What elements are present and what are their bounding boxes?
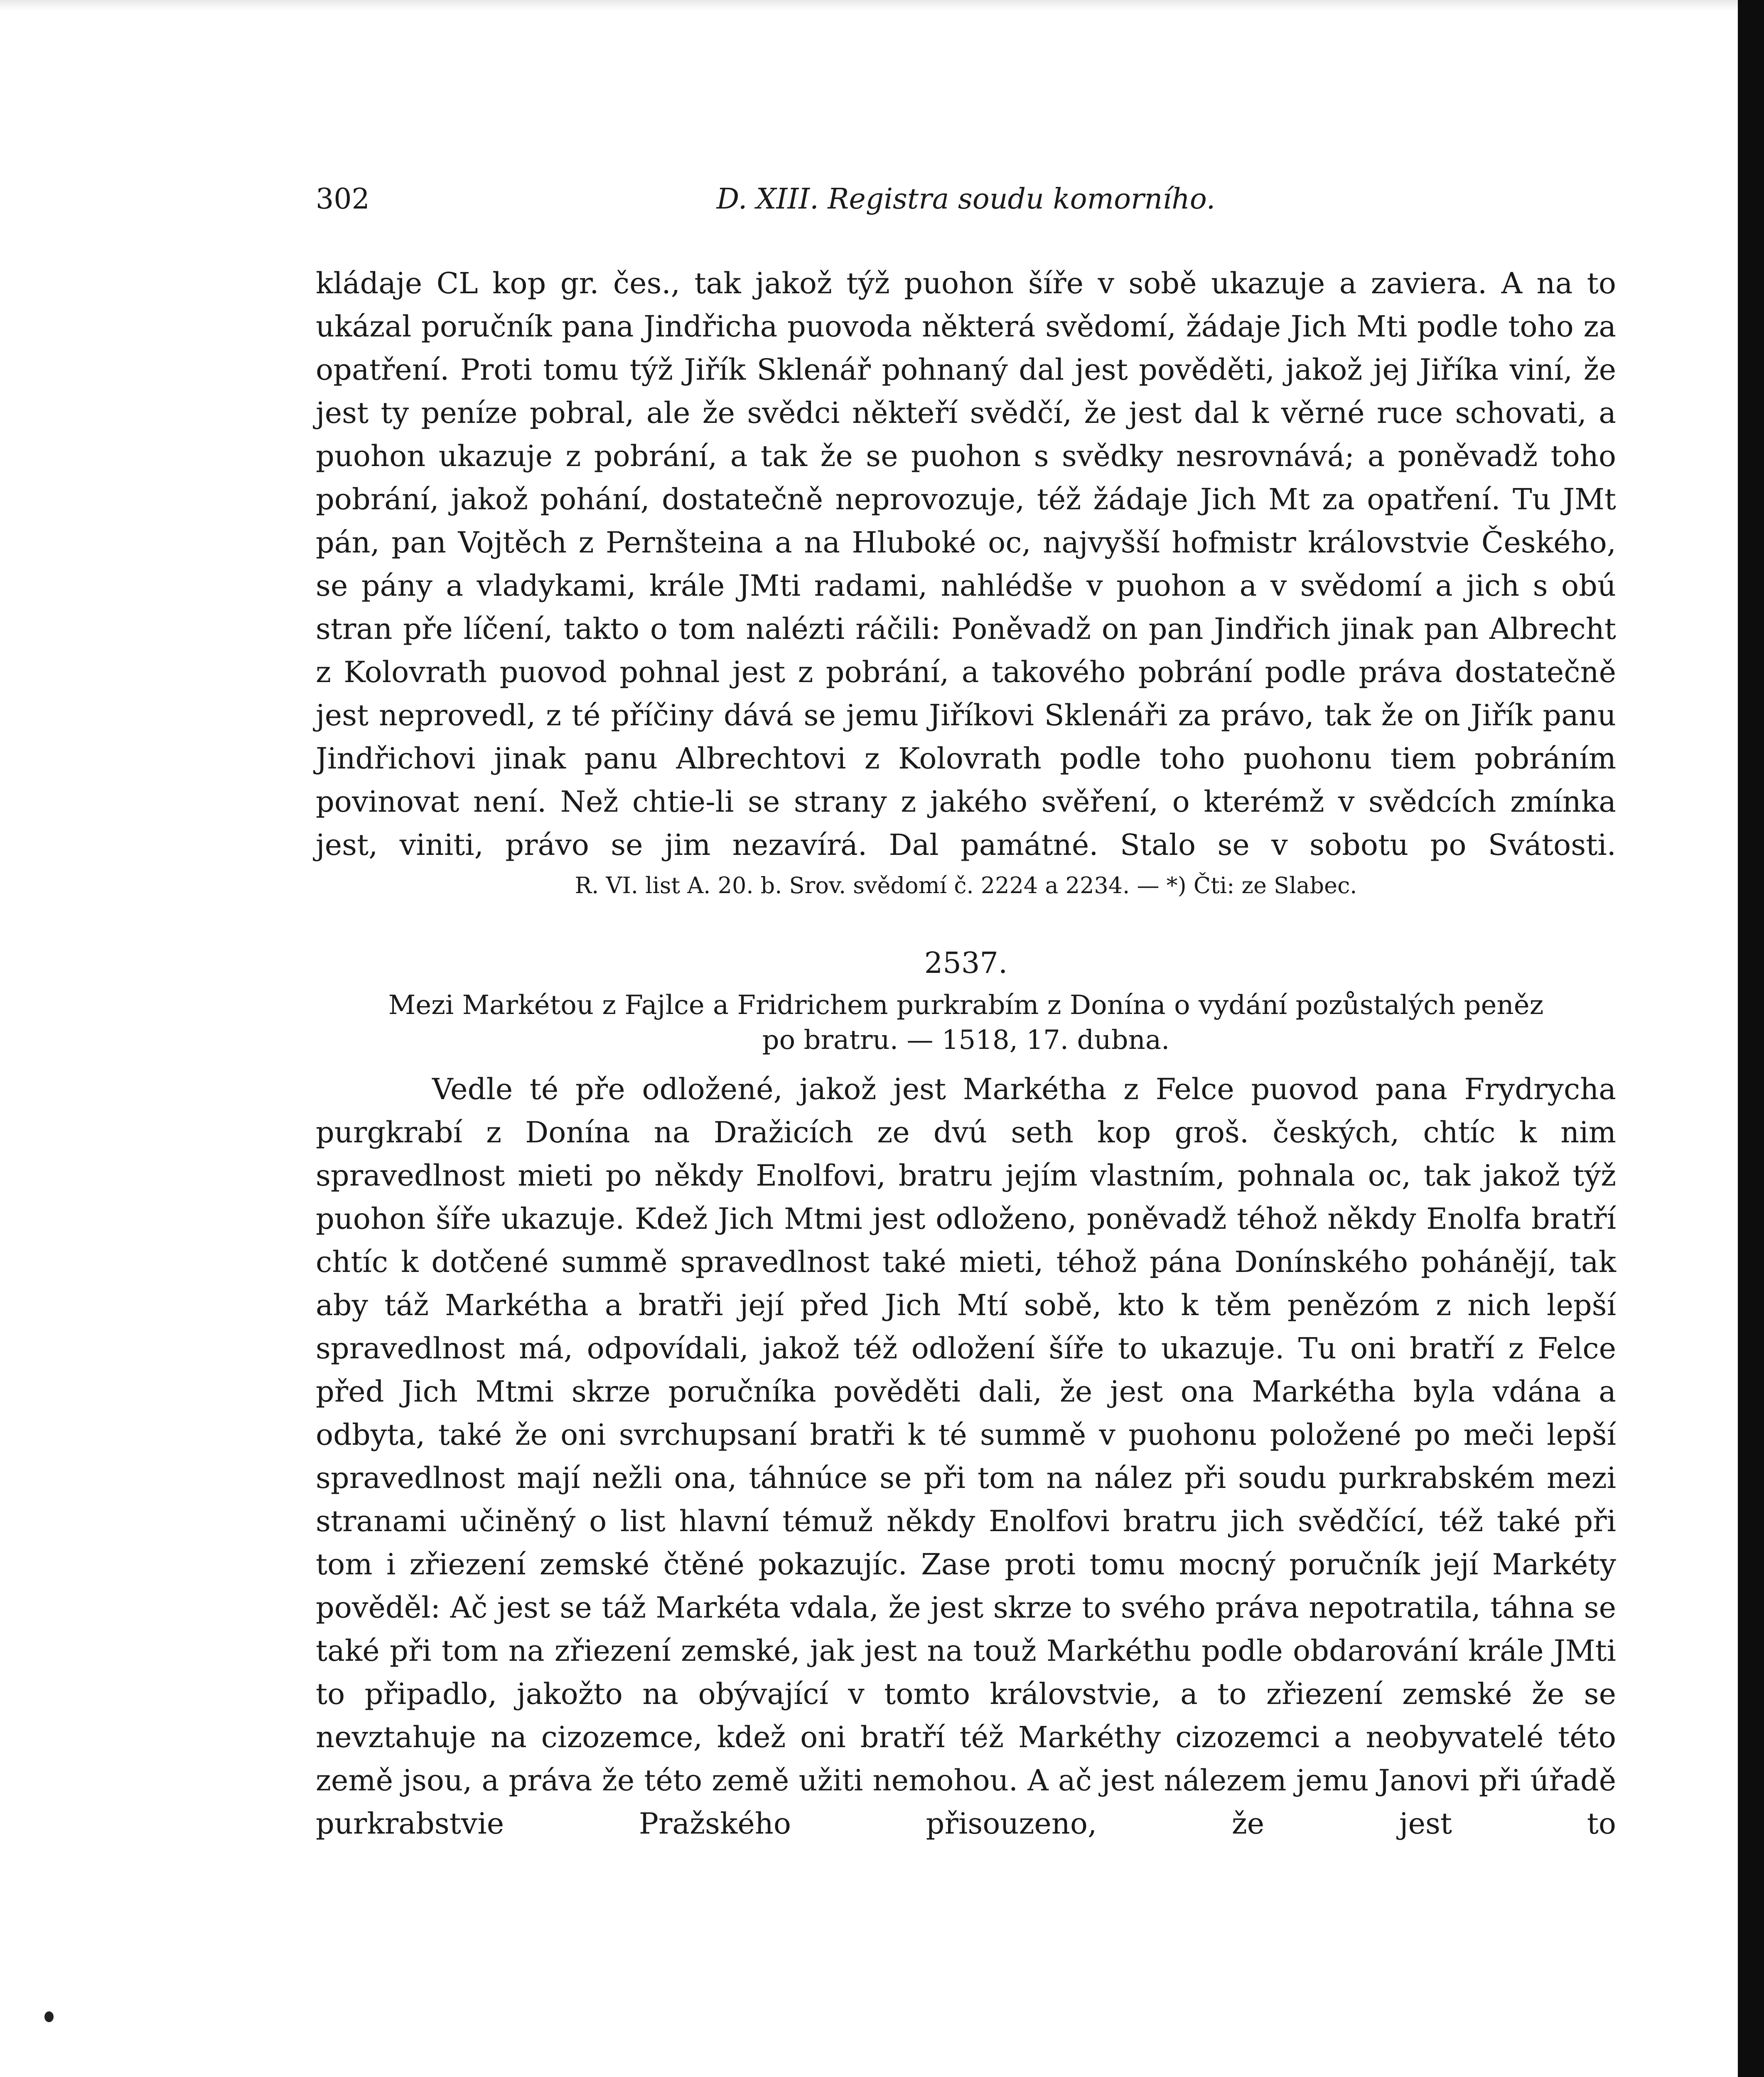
entry-number: 2537. [924,946,1008,980]
paragraph-continuation: kládaje CL kop gr. čes., tak jakož týž puohon šíře v sobě ukazuje a zaviera. A na to ukázal poručník pana Jindřicha puovoda některá svědomí, žádaje Jich Mti podle toho za opatření. Proti tomu týž Jiřík Sklenář pohnaný dal jest pověděti, jakož jej Jiříka viní, že jest ty peníze pobral, ale že svědci někteří svědčí, že jest dal k věrné ruce schovati, a puohon ukazuje z pobrání, a tak že se puohon s svědky nesrovnává; a poněvadž toho pobrání, jakož pohání, dostatečně neprovozuje, též žádaje Jich Mt za opatření. Tu JMt pán, pan Vojtěch z Pernšteina a na Hluboké oc, najvyšší hofmistr královstvie Českého, se pány a vladykami, krále JMti radami, nahlédše v puohon a v svědomí a jich s obú stran pře líčení, takto o tom nalézti ráčili: Poněvadž on pan Jindřich jinak pan Albrecht z Kolovrath puovod pohnal jest z pobrání, a takového pobrání podle práva dostatečně jest neprovedl, z té příčiny dává se jemu Jiříkovi Sklenáři za právo, tak že on Jiřík panu Jindřichovi jinak panu Albrechtovi z Kolovrath podle toho puohonu tiem pobráním povinovat není. Než chtie-li se strany z jakého svěření, o kterémž v svědcích zmínka jest, viniti, právo se jim nezavírá. Dal památné. Stalo se v sobotu po Svátosti. [316,266,1616,862]
entry-summary [316,988,1616,1058]
entry-summary-line-2: po bratru. — 1518, 17. dubna. [762,1025,1170,1056]
source-note: R. VI. list A. 20. b. Srov. svědomí č. 2224 a 2234. — *) Čti: ze Slabec. [575,872,1357,899]
scan-border-right [1738,0,1764,2077]
paragraph-entry-2537: Vedle té pře odložené, jakož jest Markétha z Felce puovod pana Frydrycha purgkrabí z Donína na Dražicích ze dvú seth kop groš. českých, chtíc k nim spravedlnost mieti po někdy Enolfovi, bratru jejím vlastním, pohnala oc, tak jakož týž puohon šíře ukazuje. Kdež Jich Mtmi jest odloženo, poněvadž téhož někdy Enolfa bratří chtíc k dotčené summě spravedlnost také mieti, téhož pána Donínského pohánějí, tak aby táž Markétha a bratři její před Jich Mtí sobě, kto k těm penězóm z nich lepší spravedlnost má, odpovídali, jakož též odložení šíře to ukazuje. Tu oni bratří z Felce před Jich Mtmi skrze poručníka pověděti dali, že jest ona Markétha byla vdána a odbyta, také že oni svrchupsaní bratři k té summě v puohonu položené po meči lepší spravedlnost mají nežli ona, táhnúce se při tom na nález při soudu purkrabském mezi stranami učiněný o list hlavní témuž někdy Enolfovi bratru jich svědčící, též také při tom i zřiezení zemské čtěné pokazujíc. Zase proti tomu mocný poručník její Markéty pověděl: Ač jest se táž Markéta vdala, že jest skrze to svého práva nepotratila, táhna se také při tom na zřiezení zemské, jak jest na touž Markéthu podle obdarování krále JMti to připadlo, jakožto na obývající v tomto královstvie, a to zřiezení zemské že se nevztahuje na cizozemce, kdež oni bratří též Markéthy cizozemci a neobyvatelé této země jsou, a práva že této země užiti nemohou. A ač jest nálezem jemu Janovi při úřadě purkrabstvie Pražského přisouzeno, že jest to [316,1072,1616,1841]
scan-edge-top [0,0,1738,11]
running-title: D. XIII. Registra soudu komorního. [716,183,1216,216]
book-page [316,183,1616,1845]
ink-speck [44,2011,54,2022]
running-head [316,183,1616,228]
page-number: 302 [316,183,370,216]
entry-summary-line-1: Mezi Markétou z Fajlce a Fridrichem purkrabím z Donína o vydání pozůstalých peněz [388,990,1544,1021]
